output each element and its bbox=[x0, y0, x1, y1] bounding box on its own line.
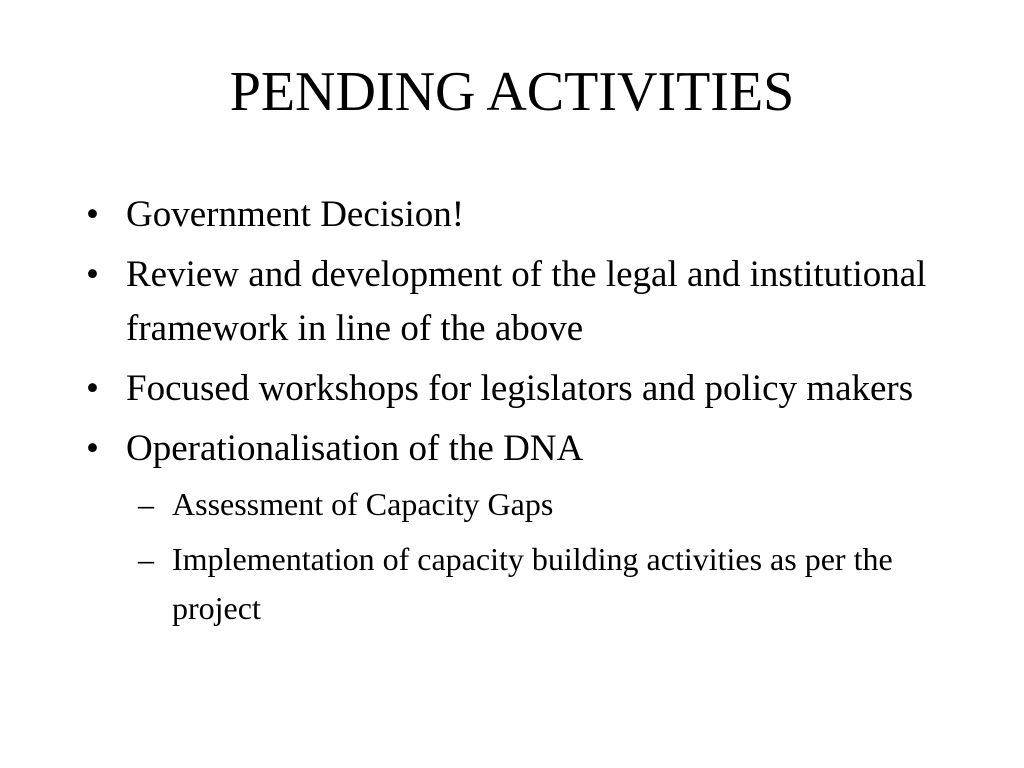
bullet-item bbox=[86, 422, 946, 633]
bullet-text: Review and development of the legal and institutional framework in line of the above bbox=[126, 254, 927, 349]
sub-bullet-marker: – bbox=[138, 541, 154, 577]
slide-title: PENDING ACTIVITIES bbox=[229, 61, 795, 123]
bullet-text: Focused workshops for legislators and policy makers bbox=[126, 368, 914, 409]
sub-bullet-marker: – bbox=[138, 486, 154, 522]
bullet-list bbox=[86, 188, 946, 639]
sub-bullet-list bbox=[126, 480, 946, 633]
bullet-text: Operationalisation of the DNA bbox=[126, 428, 584, 469]
bullet-text: Government Decision! bbox=[126, 194, 465, 235]
bullet-item bbox=[86, 188, 946, 242]
sub-bullet-text: Implementation of capacity building activities as per the project bbox=[172, 541, 893, 626]
bullet-marker: • bbox=[86, 428, 99, 469]
bullet-marker: • bbox=[86, 254, 99, 295]
sub-bullet-item bbox=[126, 480, 946, 529]
sub-bullet-text: Assessment of Capacity Gaps bbox=[172, 486, 554, 522]
bullet-item bbox=[86, 248, 946, 356]
sub-bullet-item bbox=[126, 535, 946, 633]
bullet-item bbox=[86, 362, 946, 416]
bullet-marker: • bbox=[86, 368, 99, 409]
bullet-marker: • bbox=[86, 194, 99, 235]
